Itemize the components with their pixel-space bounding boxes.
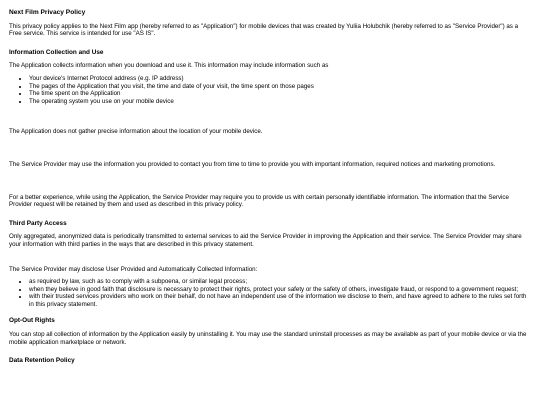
third-party-heading: Third Party Access bbox=[9, 219, 67, 227]
third-party-paragraph: Only aggregated, anonymized data is periodically transmitted to external services to aid the Service Provider in improving the Application and their service. The Service Provider may share your information with third parties in the ways that are described in this privacy statement. bbox=[9, 233, 522, 248]
spacer bbox=[9, 147, 532, 161]
data-retention-heading: Data Retention Policy bbox=[9, 357, 75, 365]
location-paragraph: The Application does not gather precise information about the location of your mobile device. bbox=[9, 128, 263, 136]
spacer bbox=[9, 180, 532, 194]
contact-paragraph: The Service Provider may use the information you provided to contact you from time to time to provide you with important information, required notices and marketing promotions. bbox=[9, 160, 496, 168]
list-item: • as required by law, such as to comply with a subpoena, or similar legal process; bbox=[29, 278, 532, 286]
disclosure-list bbox=[9, 278, 532, 308]
page-title: Next Film Privacy Policy bbox=[9, 9, 86, 16]
list-item: • The operating system you use on your mobile device bbox=[29, 98, 532, 106]
spacer bbox=[9, 114, 532, 128]
opt-out-heading: Opt-Out Rights bbox=[9, 317, 55, 325]
list-item: • The time spent on the Application bbox=[29, 90, 532, 98]
list-item: • Your device's Internet Protocol address (e.g. IP address) bbox=[29, 75, 532, 83]
collected-info-list bbox=[9, 75, 532, 105]
disclose-lead: The Service Provider may disclose User Provided and Automatically Collected Information: bbox=[9, 265, 258, 273]
pii-paragraph: For a better experience, while using the Application, the Service Provider may require you to provide us with certain personally identifiable information. The information that the Service Provider request will be retained by them and used as described in this privacy policy. bbox=[9, 193, 509, 209]
list-item: • with their trusted services providers who work on their behalf, do not have an independent use of the information we disclose to them, and have agreed to adhere to the rules set forth in this privacy statement. bbox=[29, 293, 532, 308]
info-collection-heading: Information Collection and Use bbox=[9, 48, 104, 56]
info-collection-lead: The Application collects information when you download and use it. This information may include information such as bbox=[9, 62, 329, 70]
list-item: • when they believe in good faith that disclosure is necessary to protect their rights, protect your safety or the safety of others, investigate fraud, or respond to a government request; bbox=[29, 286, 532, 294]
intro-paragraph: This privacy policy applies to the Next Film app (hereby referred to as "Application") for mobile devices that was created by Yuliia Holubchik (hereby referred to as "Service Provider") as a Free service. This service is intended for use "AS IS". bbox=[9, 22, 519, 38]
opt-out-paragraph: You can stop all collection of information by the Application easily by uninstalling it. You may use the standard uninstall processes as may be available as part of your mobile device or via the mobile application marketplace or network. bbox=[9, 331, 527, 346]
list-item: • The pages of the Application that you visit, the time and date of your visit, the time spent on those pages bbox=[29, 83, 532, 91]
